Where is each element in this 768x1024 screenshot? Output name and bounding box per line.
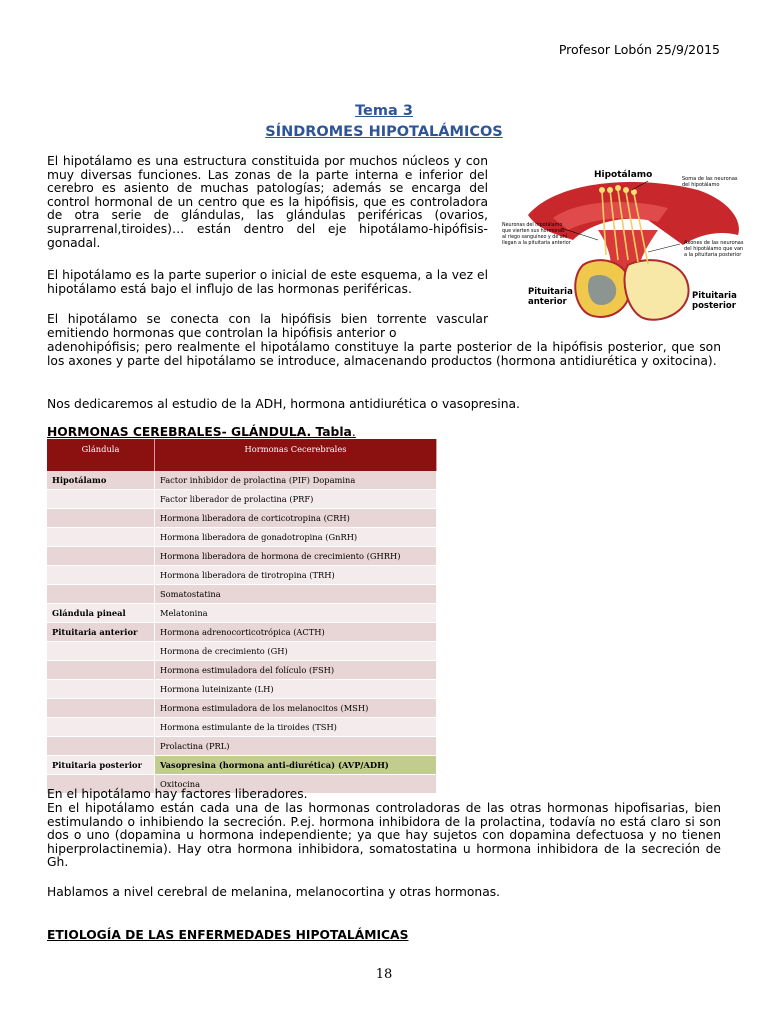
- table-row: [47, 566, 437, 585]
- paragraph-melanina: Hablamos a nivel cerebral de melanina, melanocortina y otras hormonas.: [47, 885, 501, 899]
- table-row: [47, 528, 437, 547]
- cell-glandula: [47, 680, 155, 699]
- table-row: [47, 471, 437, 490]
- column-header-hormonas: Hormonas Cecerebrales: [155, 439, 437, 471]
- cell-hormona: Factor inhibidor de prolactina (PIF) Dopamina: [155, 471, 437, 490]
- paragraph-conexion-cont: adenohipófisis; pero realmente el hipotálamo constituye la parte posterior de la hipófisis posterior, que son los axones y parte del hipotálamo se introduce, almacenando productos (hormona antidiurética y oxitocina).: [47, 340, 721, 368]
- cell-glandula: [47, 718, 155, 737]
- table-row: [47, 699, 437, 718]
- cell-glandula: Pituitaria anterior: [47, 623, 155, 642]
- table-heading: HORMONAS CEREBRALES- GLÁNDULA. Tabla.: [47, 425, 356, 439]
- cell-hormona: Hormona luteinizante (LH): [155, 680, 437, 699]
- hormones-table: [47, 439, 437, 794]
- table-row: [47, 490, 437, 509]
- cell-glandula: [47, 490, 155, 509]
- cell-glandula: [47, 585, 155, 604]
- page-number: 18: [375, 967, 393, 982]
- cell-hormona: Factor liberador de prolactina (PRF): [155, 490, 437, 509]
- table-row: [47, 585, 437, 604]
- paragraph-intro: El hipotálamo es una estructura constituida por muchos núcleos y con muy diversas funciones. Las zonas de la parte interna e inferior del cerebro es asiento de muchas patologías; además se encarga del control hormonal de un centro que es la hipófisis, que es controladora de otra serie de glándulas, las glándulas periféricas (ovarios, suprarrenal,tiroides)… están dentro del eje hipotálamo-hipófisis- gonadal.: [47, 154, 488, 250]
- cell-hormona: Hormona liberadora de tirotropina (TRH): [155, 566, 437, 585]
- label-neuronas: Neuronas del hipotálamo que vierten sus hormonas al riego sanguíneo y de ahí llegan a la pituitaria anterior: [502, 223, 571, 246]
- cell-hormona: Somatostatina: [155, 585, 437, 604]
- table-row: [47, 604, 437, 623]
- cell-glandula: [47, 509, 155, 528]
- cell-glandula: [47, 737, 155, 756]
- label-axones: Axones de las neuronas del hipotálamo que van a la pituitaria posterior: [684, 240, 744, 258]
- paragraph-controladoras: En el hipotálamo están cada una de las hormonas controladoras de las otras hormonas hipofisarias, bien estimulando o inhibiendo la secreción. P.ej. hormona inhibidora de la prolactina, todavía no está claro si son dos o uno (dopamina u hormona independiente; ya que hay sujetos con dopamina defectuosa y no tienen hiperprolactinemia). Hay otra hormona inhibidora, somatostatina u hormona inhibidora de la secreción de Gh.: [47, 801, 721, 870]
- paragraph-factores: En el hipotálamo hay factores liberadores.: [47, 787, 308, 801]
- table-row: [47, 680, 437, 699]
- cell-hormona: Oxitocina: [155, 775, 437, 794]
- table-row: [47, 509, 437, 528]
- cell-glandula: [47, 547, 155, 566]
- cell-hormona: Hormona estimuladora de los melanocitos (MSH): [155, 699, 437, 718]
- cell-glandula: [47, 699, 155, 718]
- cell-glandula: [47, 528, 155, 547]
- label-pituitaria-anterior: Pituitaria anterior: [528, 287, 573, 307]
- cell-hormona: Hormona estimuladora del folículo (FSH): [155, 661, 437, 680]
- chapter-subtitle: SÍNDROMES HIPOTALÁMICOS: [265, 124, 503, 140]
- cell-glandula: Pituitaria posterior: [47, 756, 155, 775]
- cell-hormona: Hormona estimulante de la tiroides (TSH): [155, 718, 437, 737]
- cell-hormona: Hormona liberadora de corticotropina (CRH): [155, 509, 437, 528]
- cell-hormona: Hormona liberadora de gonadotropina (GnRH): [155, 528, 437, 547]
- paragraph-conexion: El hipotálamo se conecta con la hipófisis bien torrente vascular emitiendo hormonas que controlan la hipófisis anterior o: [47, 312, 488, 340]
- cell-glandula: [47, 642, 155, 661]
- column-header-glandula: Glándula: [47, 439, 155, 471]
- cell-hormona: Melatonina: [155, 604, 437, 623]
- cell-glandula: Hipotálamo: [47, 471, 155, 490]
- paragraph-esquema: El hipotálamo es la parte superior o inicial de este esquema, a la vez el hipotálamo está bajo el influjo de las hormonas periféricas.: [47, 268, 488, 296]
- section-heading-etiologia: ETIOLOGÍA DE LAS ENFERMEDADES HIPOTALÁMICAS: [47, 928, 409, 942]
- cell-glandula: [47, 661, 155, 680]
- cell-hormona: Vasopresina (hormona anti-diurética) (AVP/ADH): [155, 756, 437, 775]
- chapter-title: Tema 3: [355, 103, 413, 119]
- cell-glandula: Glándula pineal: [47, 604, 155, 623]
- table-row: [47, 623, 437, 642]
- table-row: [47, 737, 437, 756]
- label-hipotalamo: Hipotálamo: [594, 170, 653, 180]
- cell-hormona: Hormona de crecimiento (GH): [155, 642, 437, 661]
- cell-hormona: Prolactina (PRL): [155, 737, 437, 756]
- header-author-date: Profesor Lobón 25/9/2015: [558, 42, 720, 57]
- table-row: [47, 756, 437, 775]
- paragraph-adh: Nos dedicaremos al estudio de la ADH, hormona antidiurética o vasopresina.: [47, 397, 520, 411]
- table-row: [47, 661, 437, 680]
- hypothalamus-pituitary-diagram: [498, 160, 748, 328]
- table-row: [47, 718, 437, 737]
- label-pituitaria-posterior: Pituitaria posterior: [692, 291, 737, 311]
- table-row: [47, 642, 437, 661]
- cell-hormona: Hormona liberadora de hormona de crecimiento (GHRH): [155, 547, 437, 566]
- cell-glandula: [47, 566, 155, 585]
- table-row: [47, 547, 437, 566]
- cell-hormona: Hormona adrenocorticotrópica (ACTH): [155, 623, 437, 642]
- label-soma: Soma de las neuronas del hipotálamo: [682, 176, 738, 188]
